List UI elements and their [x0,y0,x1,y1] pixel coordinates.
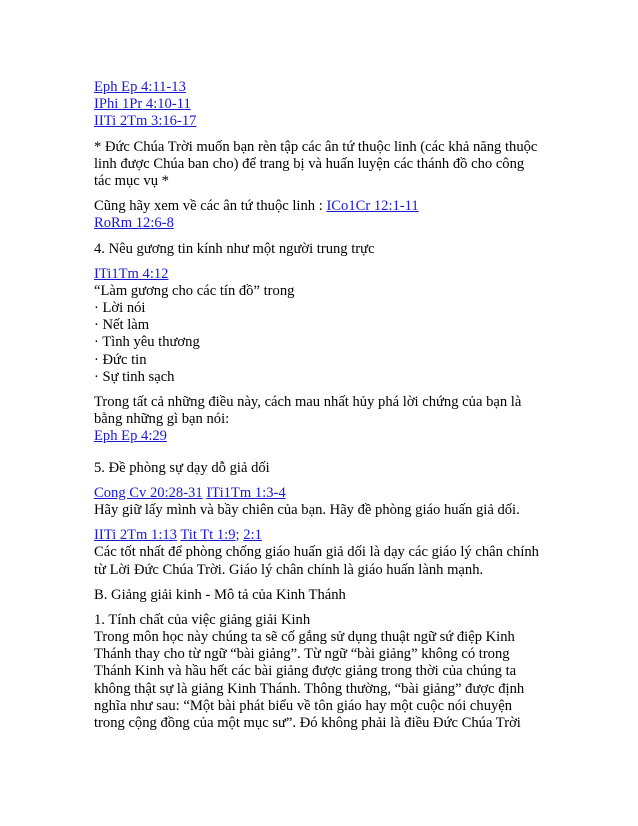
paragraph-line: Trong tất cả những điều này, cách mau nhất hủy phá lời chứng của bạn là [94,394,522,410]
reference-line [94,96,564,113]
list-item: · Tình yêu thương [94,334,200,351]
reference-line [94,266,564,283]
paragraph-line: Hãy giữ lấy mình và bầy chiên của bạn. Hãy đề phòng giáo huấn giả dối. [94,501,520,518]
paragraph-line: Các tốt nhất để phòng chống giáo huấn giả dối là dạy các giáo lý chân chính [94,544,539,561]
paragraph-line: Thánh Kinh và hầu hết các bài giảng được giảng trong thời của chúng ta [94,663,517,680]
document-body [94,79,564,732]
scripture-link[interactable]: ITi1Tm 4:12 [94,265,169,282]
scripture-link[interactable]: ITi1Tm 1:3-4 [206,484,286,501]
paragraph-line: bằng những gì bạn nói: [94,411,230,428]
scripture-link[interactable]: RoRm 12:6-8 [94,215,174,232]
section-b-heading: B. Giảng giải kinh - Mô tả của Kinh Thánh [94,586,346,603]
paragraph-line: từ Lời Đức Chúa Trời. Giáo lý chân chính là giáo huấn lành mạnh. [94,561,484,578]
section-4-heading: 4. Nêu gương tin kính như một người trung trực [94,240,375,257]
reference-line [94,79,564,96]
reference-line [94,527,564,544]
see-also-line [94,198,564,215]
list-item: · Nết làm [94,317,150,334]
gifts-note-line: tác mục vụ * [94,172,169,189]
scripture-link[interactable]: IPhi 1Pr 4:10-11 [94,96,191,113]
scripture-link[interactable]: Cong Cv 20:28-31 [94,484,203,501]
reference-line [94,428,564,445]
see-also-text: Cũng hãy xem về các ân tứ thuộc linh : [94,198,327,215]
scripture-link[interactable]: Eph Ep 4:11-13 [94,79,186,95]
section-5-heading: 5. Đề phòng sự dạy dỗ giả dối [94,459,270,476]
reference-line [94,113,564,130]
reference-line [94,485,564,502]
scripture-link[interactable]: ICo1Cr 12:1-11 [326,198,419,215]
scripture-link[interactable]: Eph Ep 4:29 [94,428,167,445]
scripture-link[interactable]: IITi 2Tm 3:16-17 [94,113,197,130]
paragraph-line: không thật sự là giảng Kinh Thánh. Thông thường, “bài giảng” được định [94,680,525,697]
reference-separator: ; [235,527,244,544]
scripture-link[interactable]: IITi 2Tm 1:13 [94,527,177,544]
list-item: · Đức tin [94,351,147,368]
quote-line: “Làm gương cho các tín đồ” trong [94,282,295,299]
paragraph-line: Trong môn học này chúng ta sẽ cố gắng sử dụng thuật ngữ sứ điệp Kinh [94,629,515,646]
scripture-link[interactable]: Tit Tt 1:9 [180,527,236,544]
reference-line [94,215,564,232]
subsection-heading: 1. Tính chất của việc giảng giải Kinh [94,611,311,628]
paragraph-line: trong cộng đồng của một mục sư”. Đó không phải là điều Đức Chúa Trời [94,715,521,731]
list-item: · Sự tinh sạch [94,368,175,385]
scripture-link[interactable]: 2:1 [243,527,262,544]
paragraph-line: nghĩa như sau: “Một bài phát biểu về tôn giáo hay một cuộc nói chuyện [94,697,513,714]
list-item: · Lời nói [94,300,146,317]
paragraph-line: Thánh thay cho từ ngữ “bài giảng”. Từ ngữ “bài giảng” không có trong [94,646,510,663]
gifts-note-line: * Đức Chúa Trời muốn bạn rèn tập các ân tứ thuộc linh (các khả năng thuộc [94,138,538,155]
gifts-note-line: linh được Chúa ban cho) để trang bị và huấn luyện các thánh đồ cho công [94,155,525,172]
